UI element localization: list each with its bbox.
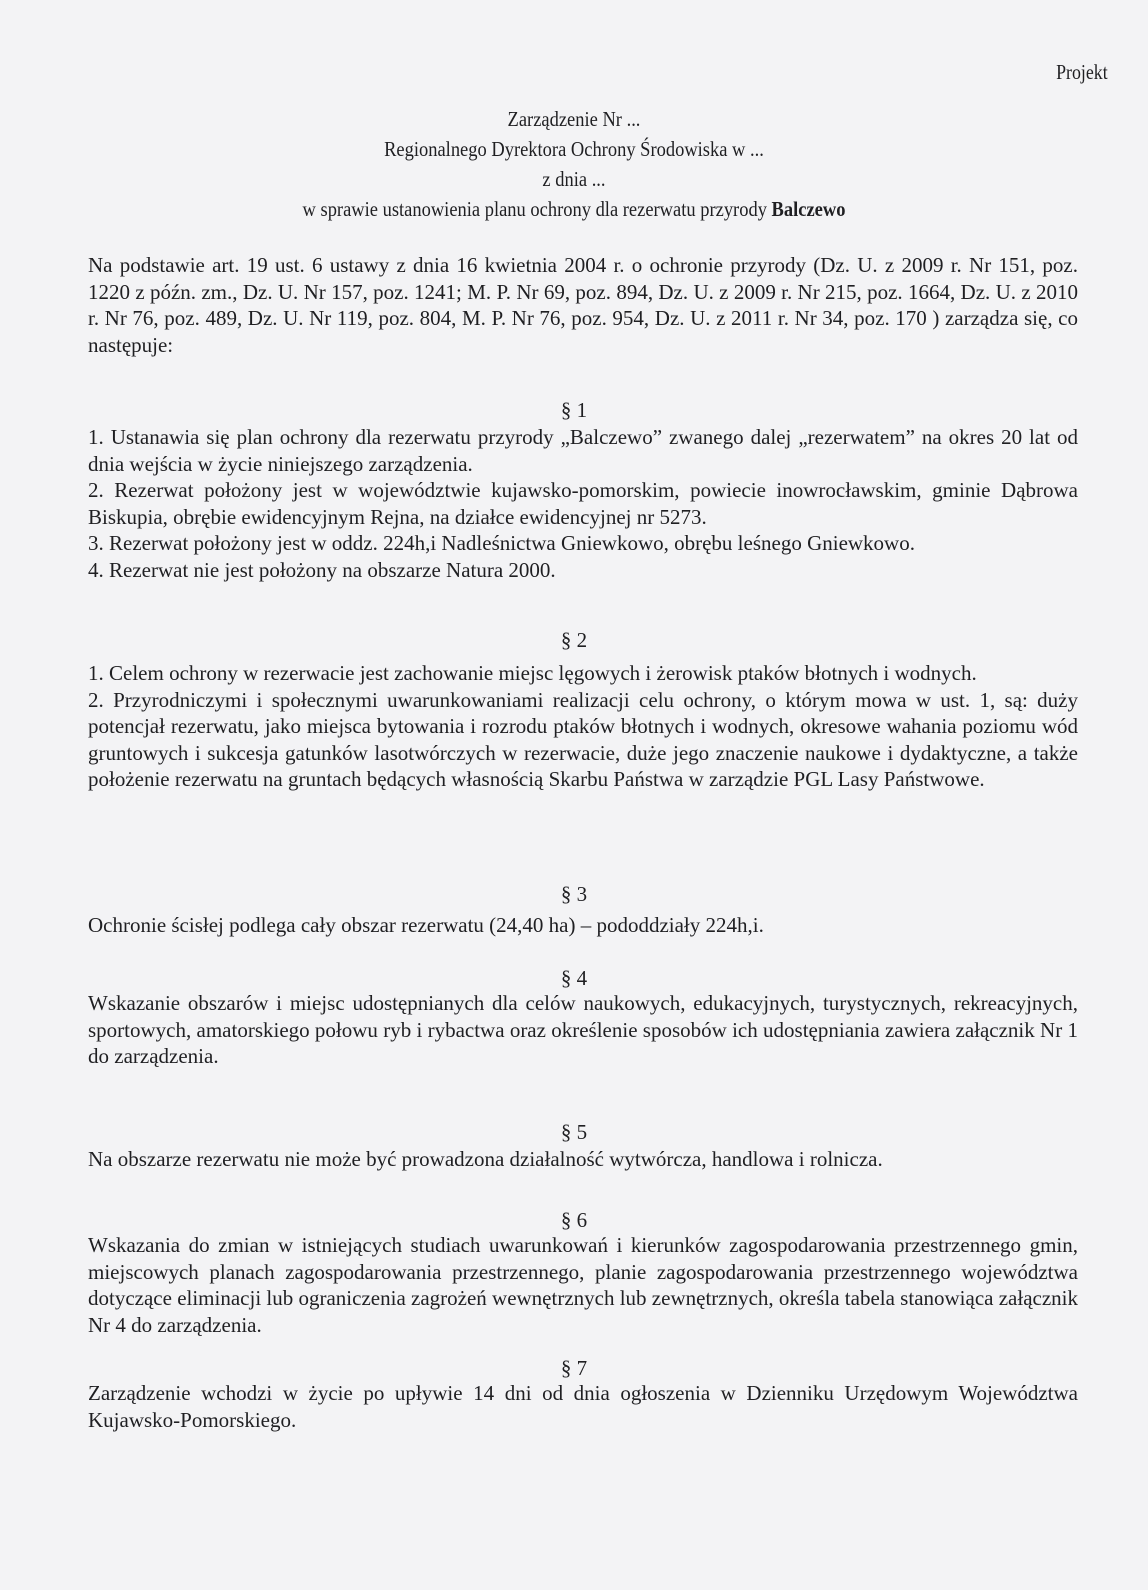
section-2-body xyxy=(88,660,1078,793)
section-7-body xyxy=(88,1380,1078,1433)
section-heading-6: § 6 xyxy=(560,1208,588,1232)
section-3-body xyxy=(88,912,1078,939)
section-6-paragraph: Wskazania do zmian w istniejących studiach uwarunkowań i kierunków zagospodarowania przestrzennego gmin, miejscowych planach zagospodarowania przestrzennego, planie zagospodarowania przestrzennego województwa dotyczące eliminacji lub ograniczenia zagrożeń wewnętrznych lub zewnętrznych, określa tabela stanowiąca załącznik Nr 4 do zarządzenia. xyxy=(88,1233,1078,1337)
document-header xyxy=(0,104,1148,224)
section-heading-5: § 5 xyxy=(560,1120,588,1144)
section-heading-3: § 3 xyxy=(560,882,588,906)
ordinance-number: Zarządzenie Nr ... xyxy=(507,107,641,131)
section-3-paragraph: Ochronie ścisłej podlega cały obszar rezerwatu (24,40 ha) – pododdziały 224h,i. xyxy=(88,913,764,937)
section-6-body xyxy=(88,1232,1078,1338)
section-1-body xyxy=(88,424,1078,583)
section-5-paragraph: Na obszarze rezerwatu nie może być prowadzona działalność wytwórcza, handlowa i rolnicza. xyxy=(88,1147,883,1171)
section-1-paragraph: 1. Ustanawia się plan ochrony dla rezerwatu przyrody „Balczewo” zwanego dalej „rezerwatem” na okres 20 lat od dnia wejścia w życie niniejszego zarządzenia. xyxy=(88,425,1078,476)
section-heading-4: § 4 xyxy=(560,966,588,990)
section-heading-7: § 7 xyxy=(560,1356,588,1380)
issuing-authority: Regionalnego Dyrektora Ochrony Środowiska w ... xyxy=(384,137,764,161)
reserve-name: Balczewo xyxy=(771,197,846,221)
preamble xyxy=(88,252,1078,358)
section-1-paragraph: 4. Rezerwat nie jest położony na obszarze Natura 2000. xyxy=(88,557,556,582)
section-5-body xyxy=(88,1146,1078,1173)
section-2-paragraph: 1. Celem ochrony w rezerwacie jest zachowanie miejsc lęgowych i żerowisk ptaków błotnych i wodnych. xyxy=(88,661,977,685)
preamble-text: Na podstawie art. 19 ust. 6 ustawy z dnia 16 kwietnia 2004 r. o ochronie przyrody (Dz. U. z 2009 r. Nr 151, poz. 1220 z późn. zm., Dz. U. Nr 157, poz. 1241; M. P. Nr 69, poz. 894, Dz. U. z 2009 r. Nr 215, poz. 1664, Dz. U. z 2010 r. Nr 76, poz. 489, Dz. U. Nr 119, poz. 804, M. P. Nr 76, poz. 954, Dz. U. z 2011 r. Nr 34, poz. 170 ) zarządza się, co następuje: xyxy=(88,253,1078,357)
ordinance-subject xyxy=(69,194,1079,224)
section-1-paragraph: 2. Rezerwat położony jest w województwie kujawsko-pomorskim, powiecie inowrocławskim, gminie Dąbrowa Biskupia, obrębie ewidencyjnym Rejna, na działce ewidencyjnej nr 5273. xyxy=(88,478,1078,529)
ordinance-date: z dnia ... xyxy=(542,167,606,191)
section-2-paragraph: 2. Przyrodniczymi i społecznymi uwarunkowaniami realizacji celu ochrony, o którym mowa w ust. 1, są: duży potencjał rezerwatu, jako miejsca bytowania i rozrodu ptaków błotnych i wodnych, okresowe wahania poziomu wód gruntowych i sukcesja gatunków lasotwórczych w rezerwacie, duże jego znaczenie naukowe i dydaktyczne, a także położenie rezerwatu na gruntach będących własnością Skarbu Państwa w zarządzie PGL Lasy Państwowe. xyxy=(88,687,1078,791)
section-4-paragraph: Wskazanie obszarów i miejsc udostępnianych dla celów naukowych, edukacyjnych, turystycznych, rekreacyjnych, sportowych, amatorskiego połowu ryb i rybactwa oraz określenie sposobów ich udostępniania zawiera załącznik Nr 1 do zarządzenia. xyxy=(88,991,1078,1068)
section-1-paragraph: 3. Rezerwat położony jest w oddz. 224h,i Nadleśnictwa Gniewkowo, obrębu leśnego Gniewkowo. xyxy=(88,531,915,555)
section-4-body xyxy=(88,990,1078,1070)
section-heading-1: § 1 xyxy=(560,398,588,422)
draft-label: Projekt xyxy=(1056,60,1108,84)
section-heading-2: § 2 xyxy=(560,628,588,652)
section-7-paragraph: Zarządzenie wchodzi w życie po upływie 14 dni od dnia ogłoszenia w Dzienniku Urzędowym Województwa Kujawsko-Pomorskiego. xyxy=(88,1381,1078,1432)
subject-text: w sprawie ustanowienia planu ochrony dla rezerwatu przyrody xyxy=(302,197,772,221)
